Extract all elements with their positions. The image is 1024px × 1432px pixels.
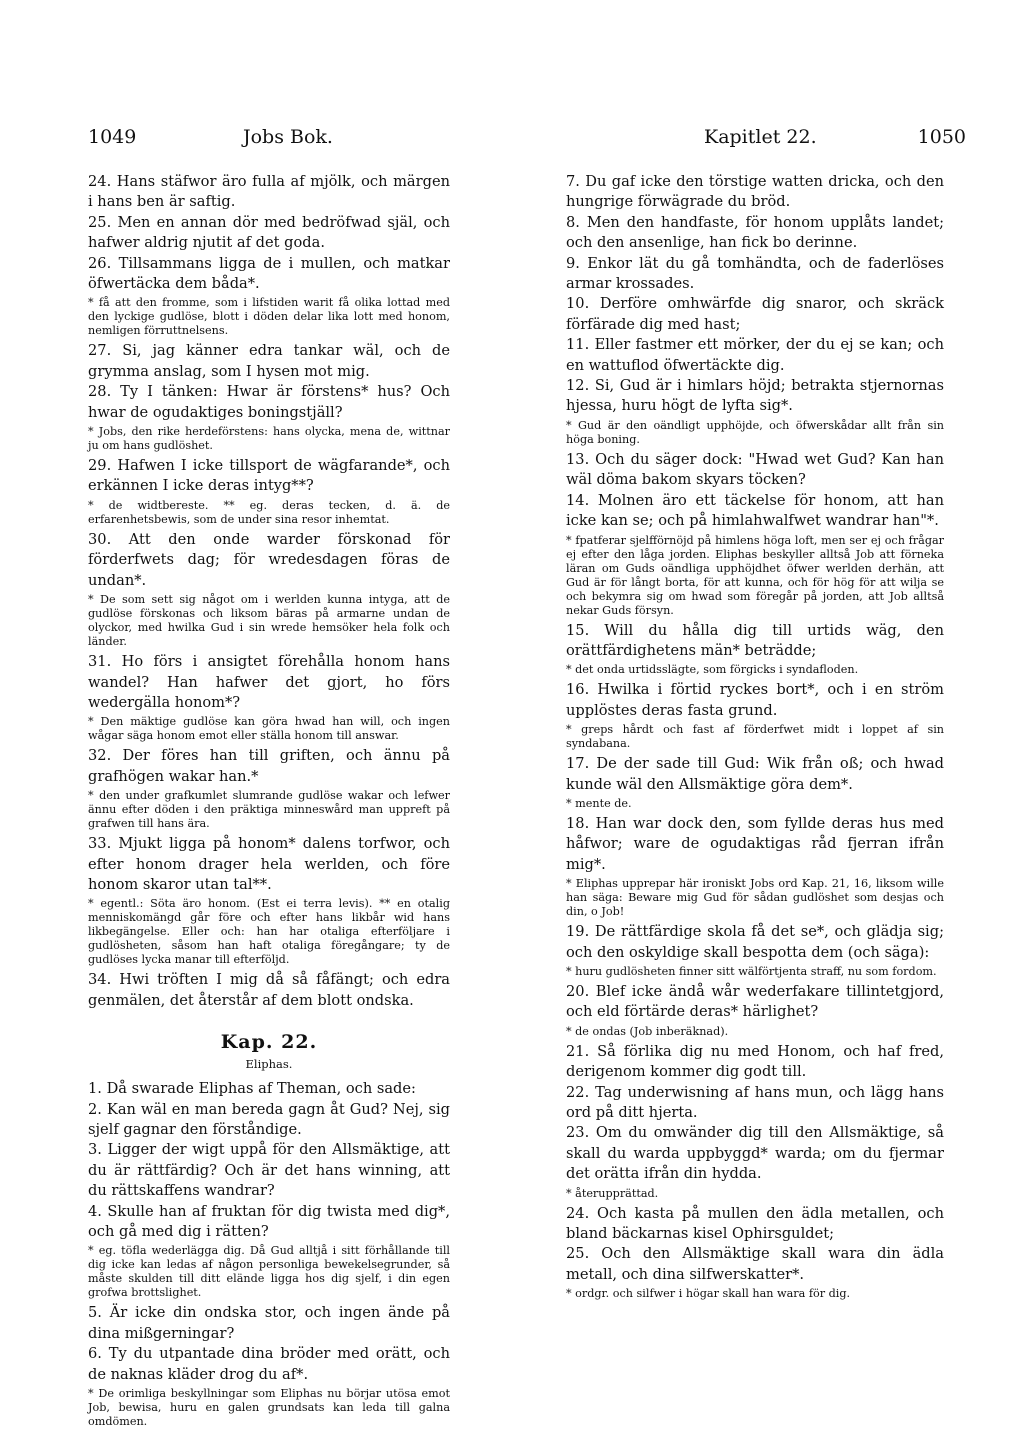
footnote: * få att den fromme, som i lifstiden warit få olika lottad med den lyckige gudlöse, blott i döden delar lika lott med honom, nemligen förruttnelsens. [88,296,450,338]
verse: 29. Hafwen I icke tillsport de wägfarande*, och erkännen I icke deras intyg**? [88,457,450,495]
footnote: * eg. töfla wederlägga dig. Då Gud alltjå i sitt förhållande till dig icke kan ledas af någon personliga bewekelsegrunder, så måste skulden till ditt elände ligga hos dig sjelf, i din egen grofwa brottslighet. [88,1244,450,1300]
verse: 5. Är icke din ondska stor, och ingen ände på dina mißgerningar? [88,1304,450,1342]
verse: 20. Blef icke ändå wår wederfakare tillintetgjord, och eld förtärde deras* härlighet? [566,982,944,1021]
verse: 11. Eller fastmer ett mörker, der du ej se kan; och en wattuflod öfwertäckte dig. [566,336,944,374]
verse: 24. Och kasta på mullen den ädla metallen, och bland bäckarnas kisel Ophirsguldet; [566,1204,944,1243]
footnote: * mente de. [566,796,632,810]
verse: 22. Tag underwisning af hans mun, och lägg hans ord på ditt hjerta. [566,1083,944,1121]
verse: 2. Kan wäl en man bereda gagn åt Gud? Nej, sig sjelf gagnar den förståndige. [88,1100,450,1138]
verse: 21. Så förlika dig nu med Honom, och haf fred, derigenom kommer dig godt till. [566,1042,944,1081]
verse: 23. Om du omwänder dig till den Allsmäktige, så skall du warda uppbyggd* warda; om du fjermar det orätta ifrån din hydda. [566,1124,944,1183]
verse: 25. Men en annan dör med bedröfwad själ, och hafwer aldrig njutit af det goda. [88,213,450,252]
verse: 8. Men den handfaste, för honom upplåts landet; och den ansenlige, han fick bo derinne. [566,213,944,252]
verse: 33. Mjukt ligga på honom* dalens torfwor, och efter honom drager hela werlden, och före honom skaror utan tal**. [88,835,450,893]
verse: 10. Derföre omhwärfde dig snaror, och skräck förfärade dig med hast; [566,295,944,333]
left-page-number: 1049 [88,126,137,148]
verse: 34. Hwi tröften I mig då så fåfängt; och edra genmälen, det återstår af dem blott ondska. [88,971,450,1009]
verse: 6. Ty du utpantade dina bröder med orätt, och de naknas kläder drog du af*. [88,1345,450,1383]
verse: 18. Han war dock den, som fyllde deras hus med håfwor; ware de ogudaktigas råd fjerran ifrån mig*. [566,814,944,873]
footnote: * huru gudlösheten finner sitt wälförtjenta straff, nu som fordom. [566,964,937,978]
verse: 15. Will du hålla dig till urtids wäg, den orättfärdighetens män* beträdde; [566,621,944,659]
running-header [88,126,966,156]
footnote: * greps hårdt och fast af förderfwet midt i loppet af sin syndabana. [566,723,944,751]
verse: 27. Si, jag känner edra tankar wäl, och de grymma anslag, som I hysen mot mig. [88,342,450,380]
verse: 9. Enkor lät du gå tomhändta, och de faderlöses armar krossades. [566,254,944,293]
footnote: * De som sett sig något om i werlden kunna intyga, att de gudlöse förskonas och liksom bäras på armarne undan de olyckor, med hwilka Gud i sin wrede hemsöker hela folk och länder. [88,593,450,649]
footnote: * återupprättad. [566,1186,659,1200]
footnote: * de ondas (Job inberäknad). [566,1024,729,1038]
verse: 13. Och du säger dock: "Hwad wet Gud? Kan han wäl döma bakom skyars töcken? [566,450,944,489]
footnote: * Jobs, den rike herdeförstens: hans olycka, mena de, wittnar ju om hans gudlöshet. [88,425,450,453]
verse: 4. Skulle han af fruktan för dig twista med dig*, och gå med dig i rätten? [88,1202,450,1240]
footnote: * Den mäktige gudlöse kan göra hwad han will, och ingen wågar säga honom emot eller ställa honom till answar. [88,715,450,743]
verse: 12. Si, Gud är i himlars höjd; betrakta stjernornas hjessa, huru högt de lyfta sig*. [566,377,944,415]
footnote: * Gud är den oändligt upphöjde, och öfwerskådar allt från sin höga boning. [566,418,944,446]
footnote: * de widtbereste. ** eg. deras tecken, d. ä. de erfarenhetsbewis, som de under sina resor inhemtat. [88,498,450,526]
verse: 3. Ligger der wigt uppå för den Allsmäktige, att du är rättfärdig? Och är det hans winning, att du rättskaffens wandrar? [88,1141,450,1200]
verse: 1. Då swarade Eliphas af Theman, och sade: [88,1080,416,1098]
chapter-heading: Kap. 22. [220,1031,318,1054]
right-text-column [566,172,944,1304]
verse: 17. De der sade till Gud: Wik från oß; och hwad kunde wäl den Allsmäktige göra dem*. [566,755,944,793]
verse: 14. Molnen äro ett täckelse för honom, att han icke kan se; och på himlahwalfwet wandrar han"*. [566,491,944,530]
right-running-title: Kapitlet 22. [704,126,817,148]
verse: 26. Tillsammans ligga de i mullen, och matkar öfwertäcka dem båda*. [88,254,450,293]
speaker-heading: Eliphas. [245,1057,293,1072]
left-text-column [88,172,450,1432]
right-page-number: 1050 [917,126,966,148]
verse: 32. Der föres han till griften, och ännu på grafhögen wakar han.* [88,747,450,785]
verse: 7. Du gaf icke den törstige watten dricka, och den hungrige förwägrade du bröd. [566,173,944,211]
footnote: * Eliphas upprepar här ironiskt Jobs ord Kap. 21, 16, liksom wille han säga: Beware mig Gud för sådan gudlöshet som desjas och din, o Job! [566,877,944,919]
verse: 19. De rättfärdige skola få det se*, och glädja sig; och den oskyldige skall bespotta dem (och säga): [566,923,944,961]
footnote: * ordgr. och silfwer i högar skall han wara för dig. [566,1287,851,1301]
verse: 25. Och den Allsmäktige skall wara din ädla metall, och dina silfwerskatter*. [566,1245,944,1283]
left-running-title: Jobs Bok. [243,126,333,148]
footnote: * egentl.: Söta äro honom. (Est ei terra levis). ** en otalig menniskomängd går före och efter hans likbår wid hans likbegängelse. Eller och: han har otaliga efterföljare i gudlösheten, såsom han haft otaliga föregångare; ty de gudlöses lycka manar till efterföljd. [88,897,450,967]
footnote: * fpatferar sjelfförnöjd på himlens höga loft, men ser ej och frågar ej efter den låga jorden. Eliphas beskyller alltså Job att förneka läran om Guds oändliga upphöjdhet öfwer werlden derhän, att Gud är för långt borta, för att kunna, och för hög för att wilja se och bekymra sig om hwad som föregår på jorden, att Job alltså nekar Guds försyn. [566,533,944,617]
footnote: * den under grafkumlet slumrande gudlöse wakar och lefwer ännu efter döden i den präktiga minneswård man uppreft på grafwen till hans ära. [88,789,450,831]
verse: 16. Hwilka i förtid ryckes bort*, och i en ström upplöstes deras fasta grund. [566,681,944,719]
footnote: * det onda urtidsslägte, som förgicks i syndafloden. [566,663,859,677]
verse: 30. Att den onde warder förskonad för förderfwets dag; för wredesdagen föras de undan*. [88,530,450,589]
verse: 24. Hans stäfwor äro fulla af mjölk, och märgen i hans ben är saftig. [88,173,450,211]
verse: 28. Ty I tänken: Hwar är förstens* hus? Och hwar de ogudaktiges boningstjäll? [88,383,450,421]
footnote: * De orimliga beskyllningar som Eliphas nu börjar utösa emot Job, bewisa, huru en galen grundsats kan leda till galna omdömen. [88,1387,450,1429]
verse: 31. Ho förs i ansigtet förehålla honom hans wandel? Han hafwer det gjort, ho förs wedergälla honom*? [88,653,450,711]
